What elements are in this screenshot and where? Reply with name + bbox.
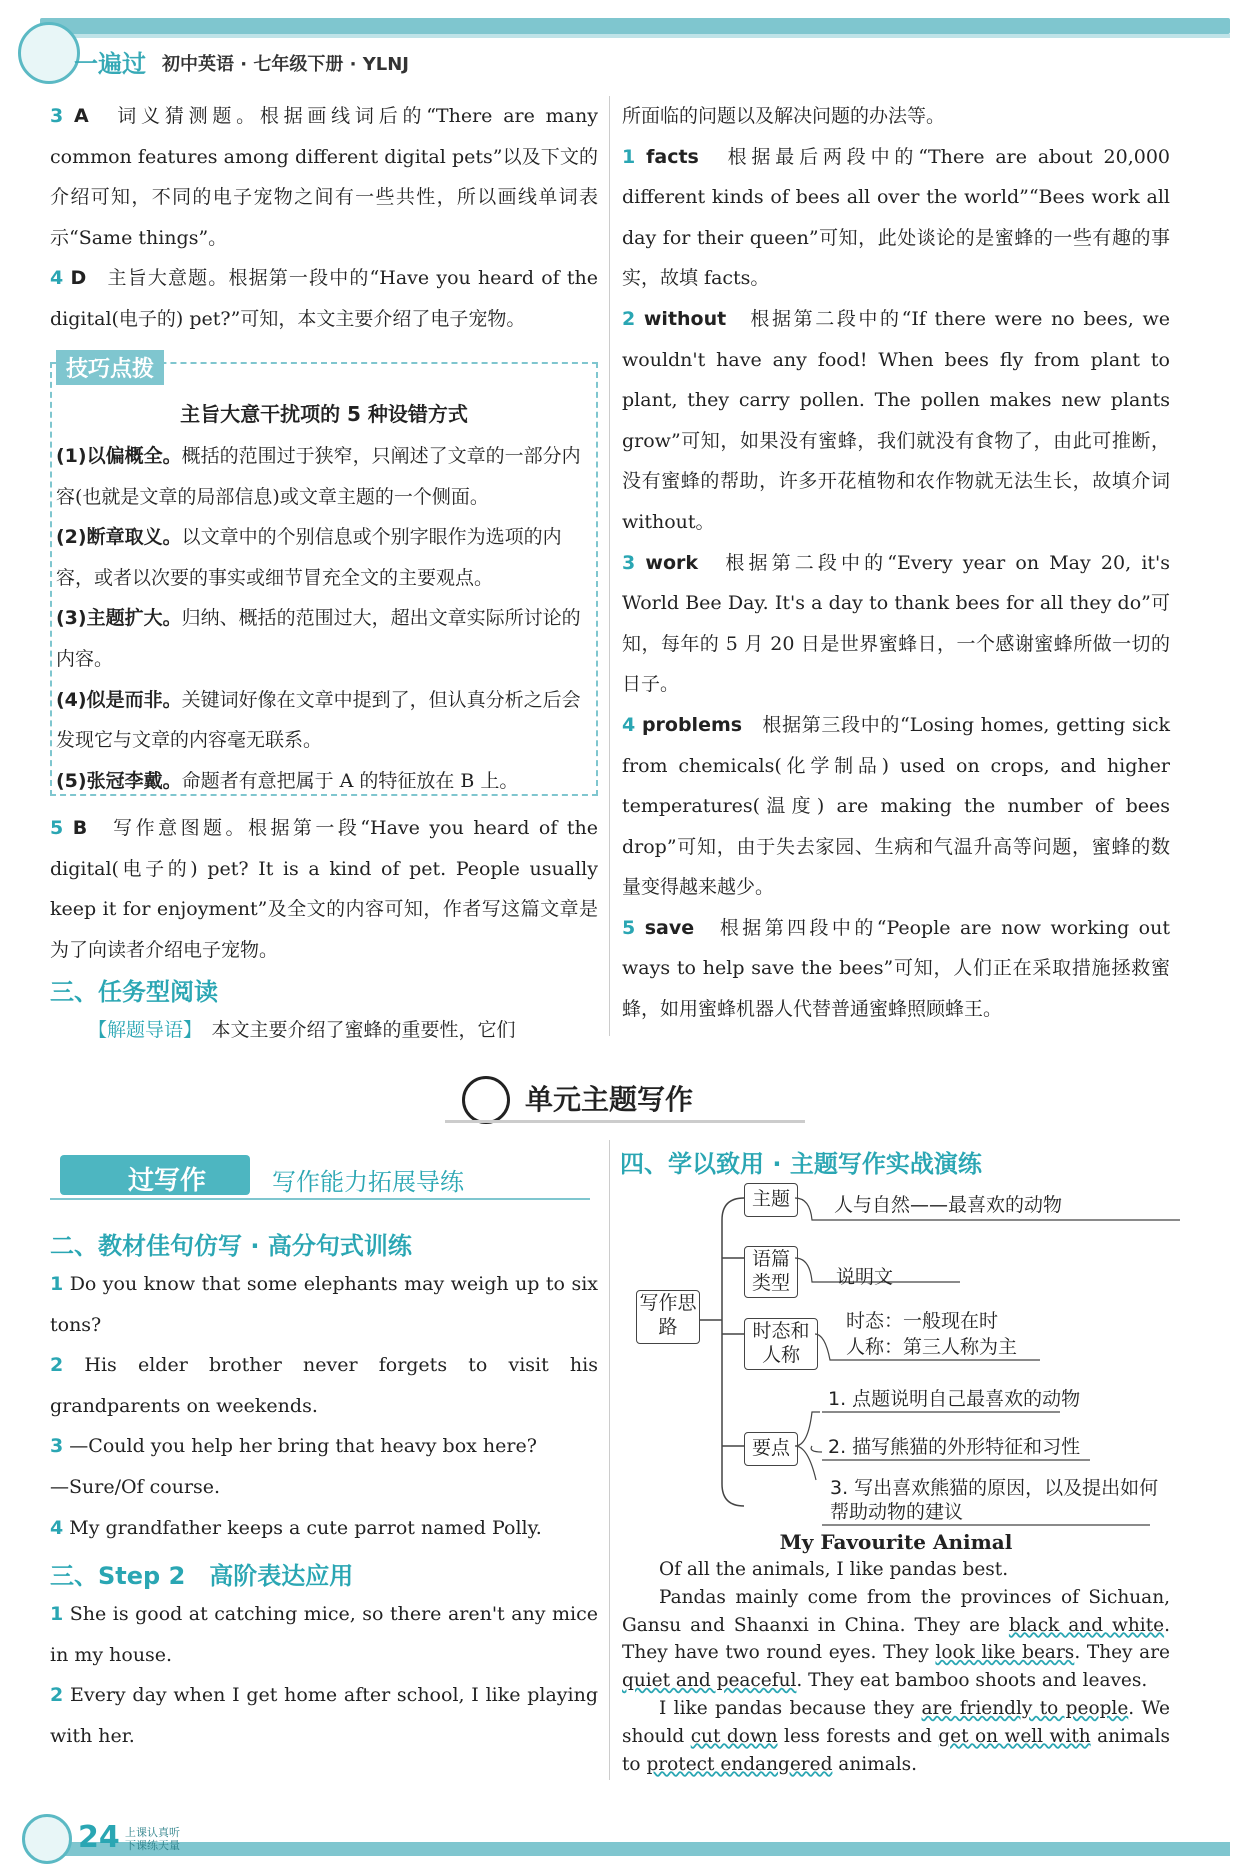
column-divider-2	[609, 1140, 610, 1780]
top-bar	[40, 18, 1230, 34]
writing-ribbon-label: 过写作	[128, 1166, 207, 1196]
essay-paragraph: Pandas mainly come from the provinces of Sichuan, Gansu and Shaanxi in China. They are black and white. They have two round eyes. They look like bears. They are quiet and peaceful. They eat bamboo shoots and leaves.	[622, 1586, 1170, 1692]
answer-q4: 4 D 主旨大意题。根据第一段中的“Have you heard of the digital(电子的) pet?”可知，本文主要介绍了电子宠物。	[50, 267, 598, 330]
tip-item: (2)断章取义。以文章中的个别信息或个别字眼作为选项的内容，或者以次要的事实或细节冒充全文的主要观点。	[56, 526, 562, 589]
section-sentence-imitation-title: 二、教材佳句仿写 · 高分句式训练	[50, 1232, 412, 1260]
unit-title: 单元主题写作	[525, 1083, 694, 1116]
mind-map-genre-node: 语篇类型	[744, 1246, 798, 1298]
tip-item: (4)似是而非。关键词好像在文章中提到了，但认真分析之后会发现它与文章的内容毫无联系。	[56, 688, 581, 752]
unit-title-rule	[445, 1120, 805, 1123]
advanced-item: 2 Every day when I get home after school, I like playing with her.	[50, 1684, 599, 1747]
section-advanced-expression-title: 三、Step 2 高阶表达应用	[50, 1562, 354, 1590]
tip-item: (5)张冠李戴。命题者有意把属于 A 的特征放在 B 上。	[56, 769, 519, 792]
mind-map-person-value: 人称：第三人称为主	[846, 1336, 1018, 1358]
sentence-list	[50, 1264, 598, 1548]
bottom-bar	[60, 1842, 1230, 1856]
answer-item: 1 facts 根据最后两段中的“There are about 20,000 different kinds of bees all over the world”“Bees work all day for their queen”可知，此处谈论的是蜜蜂的一些有趣的事实，故填 facts。	[622, 145, 1171, 290]
sentence-item: 1 Do you know that some elephants may weigh up to six tons?	[50, 1273, 598, 1336]
column-divider	[609, 96, 610, 1036]
answer-q3: 3 A 词义猜测题。根据画线词后的“There are many common features among different digital pets”以及下文的介绍可知，不同的电子宠物之间有一些共性，所以画线单词表示“Same things”。	[50, 105, 598, 249]
brand-name: 一遍过	[74, 50, 146, 78]
sentence-item: 3 —Could you help her bring that heavy box here?	[50, 1435, 537, 1458]
section-task-reading-title: 三、任务型阅读	[50, 978, 218, 1006]
sentence-item: —Sure/Of course.	[50, 1475, 221, 1498]
sentence-item: 4 My grandfather keeps a cute parrot named Polly.	[50, 1516, 542, 1539]
mind-map-points-node: 要点	[744, 1432, 798, 1466]
tip-label: 技巧点拨	[56, 350, 164, 385]
footer-slogan: 上课认真听 下课练天量	[125, 1826, 180, 1852]
mind-map-tense-value: 时态：一般现在时	[846, 1310, 999, 1332]
tip-items	[56, 436, 592, 801]
mind-map-theme-node: 主题	[744, 1183, 798, 1217]
series-title: 初中英语 · 七年级下册 · YLNJ	[162, 54, 410, 75]
tip-item: (1)以偏概全。概括的范围过于狭窄，只阐述了文章的一部分内容(也就是文章的局部信息)或文章主题的一个侧面。	[56, 445, 581, 508]
mind-map-tense-node: 时态和人称	[744, 1318, 818, 1370]
answer-item: 5 save 根据第四段中的“People are now working out ways to help save the bees”可知，人们正在采取措施拯救蜜蜂，如用蜜蜂机器人代替普通蜜蜂照顾蜂王。	[622, 916, 1170, 1021]
section-practice-title: 四、学以致用 · 主题写作实战演练	[620, 1150, 982, 1178]
mascot-logo-icon	[18, 22, 80, 84]
writing-ribbon-subtitle: 写作能力拓展导练	[272, 1168, 464, 1196]
answer-item: 2 without 根据第二段中的“If there were no bees, we wouldn't have any food! When bees fly from plant to plant, they carry pollen. The pollen makes new plants grow”可知，如果没有蜜蜂，我们就没有食物了，由此可推断，没有蜜蜂的帮助，许多开花植物和农作物就无法生长，故填介词 without。	[622, 307, 1170, 533]
tip-title: 主旨大意干扰项的 5 种设错方式	[180, 402, 468, 426]
mind-map-root: 写作思路	[636, 1290, 700, 1344]
answer-q5: 5 B 写作意图题。根据第一段“Have you heard of the digital(电子的) pet? It is a kind of pet. People usually keep it for enjoyment”及全文的内容可知，作者写这篇文章是为了向读者介绍电子宠物。	[50, 817, 598, 961]
mind-map-theme-value: 人与自然——最喜欢的动物	[834, 1194, 1063, 1216]
essay-body	[622, 1556, 1170, 1778]
right-intro: 所面临的问题以及解决问题的办法等。	[622, 105, 946, 127]
answer-item: 4 problems 根据第三段中的“Losing homes, getting sick from chemicals(化学制品) used on crops, and higher temperatures(温度) are making the number of bees drop”可知，由于失去家园、生病和气温升高等问题，蜜蜂的数量变得越来越少。	[622, 713, 1170, 899]
answer-item: 3 work 根据第二段中的“Every year on May 20, it's World Bee Day. It's a day to thank bees for all they do”可知，每年的 5 月 20 日是世界蜜蜂日，一个感谢蜜蜂所做一切的日子。	[622, 551, 1170, 696]
reading-guide: 【解题导语】 本文主要介绍了蜜蜂的重要性，它们	[88, 1019, 516, 1041]
mind-map-point: 1. 点题说明自己最喜欢的动物	[828, 1388, 1081, 1410]
right-column	[622, 96, 1170, 1030]
essay-paragraph: I like pandas because they are friendly to people. We should cut down less forests and get on well with animals to protect endangered animals.	[622, 1697, 1170, 1775]
ribbon-underline	[50, 1198, 590, 1200]
mind-map-genre-value: 说明文	[836, 1266, 894, 1288]
mind-map-point: 2. 描写熊猫的外形特征和习性	[828, 1436, 1081, 1458]
page-number: 24	[78, 1820, 120, 1855]
top-bar-shadow	[40, 34, 1230, 38]
star-mascot-icon	[462, 1076, 510, 1124]
left-column	[50, 96, 598, 340]
footer-mascot-icon	[22, 1814, 72, 1864]
sentence-item: 2 His elder brother never forgets to visit his grandparents on weekends.	[50, 1354, 598, 1417]
tip-item: (3)主题扩大。归纳、概括的范围过大，超出文章实际所讨论的内容。	[56, 607, 581, 670]
essay-title: My Favourite Animal	[779, 1530, 1013, 1554]
advanced-list	[50, 1594, 598, 1756]
mind-map-point: 3. 写出喜欢熊猫的原因，以及提出如何帮助动物的建议	[830, 1477, 1159, 1523]
advanced-item: 1 She is good at catching mice, so there aren't any mice in my house.	[50, 1603, 598, 1666]
essay-paragraph: Of all the animals, I like pandas best.	[659, 1559, 1009, 1580]
